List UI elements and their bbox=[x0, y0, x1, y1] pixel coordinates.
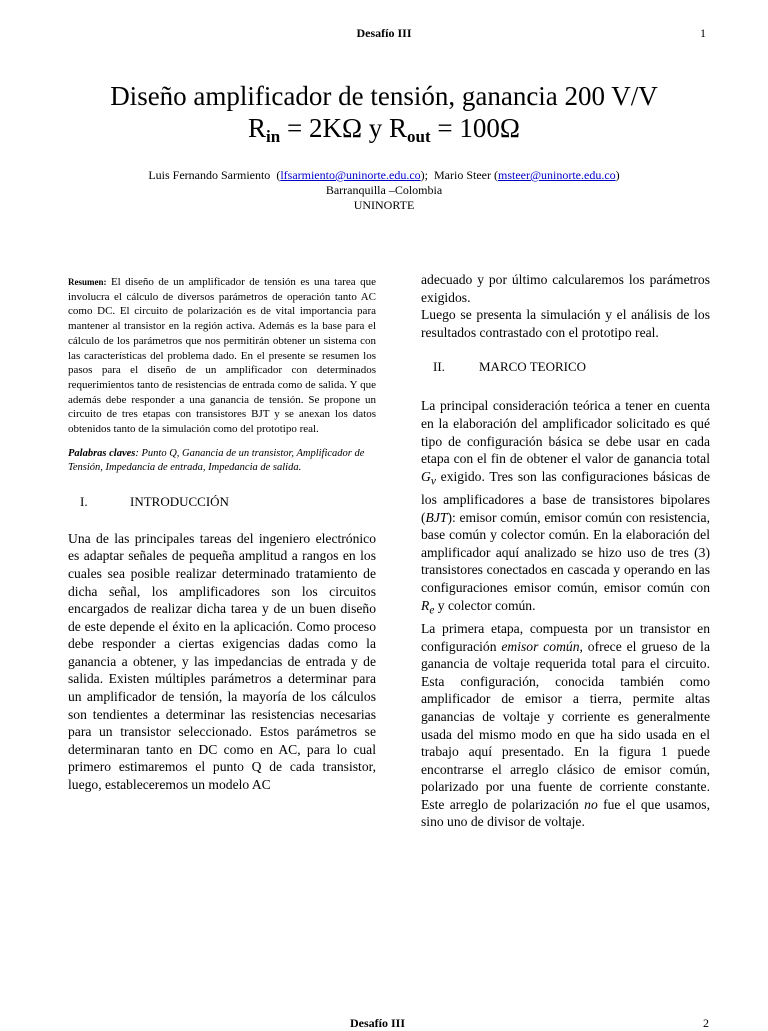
section-heading-intro bbox=[68, 494, 376, 510]
author-email-2[interactable]: msteer@uninorte.edu.co bbox=[497, 168, 616, 182]
marco-p1-c: ): emisor común, emisor común con resistencia, base común y colector común. En la elaboración del amplificador aquí analizado se hizo uso de tres (3) transistores conectados en cascada y operando en las configuraciones emisor común, emisor común con bbox=[421, 509, 710, 596]
author-line: Luis Fernando Sarmiento (lfsarmiento@uninorte.edu.co); Mario Steer (msteer@uninorte.edu.co) bbox=[148, 168, 620, 182]
marco-p1-d: y colector común. bbox=[434, 597, 536, 613]
author-location: Barranquilla –Colombia bbox=[325, 183, 443, 197]
abstract bbox=[68, 275, 376, 437]
title-sub-in: in bbox=[266, 127, 281, 146]
section-number-marco: II. bbox=[433, 359, 445, 375]
no-term: no bbox=[584, 796, 598, 812]
section-title-intro: INTRODUCCIÓN bbox=[130, 493, 229, 509]
next-page-number: 2 bbox=[703, 1016, 709, 1030]
marco-paragraph-2 bbox=[421, 620, 710, 831]
marco-p1-b: exigido. Tres son las configuraciones básicas de los amplificadores a base de transistores bipolares ( bbox=[421, 468, 710, 525]
keywords-label: Palabras claves bbox=[68, 447, 136, 459]
re-letter: R bbox=[421, 597, 430, 613]
keywords-text: : Punto Q, Ganancia de un transistor, Amplificador de Tensión, Impedancia de entrada, Impedancia de salida. bbox=[68, 447, 365, 474]
marco-p2-a: La primera etapa, compuesta por un transistor en configuración bbox=[421, 620, 710, 654]
bjt-term: BJT bbox=[425, 509, 448, 525]
re-sub: e bbox=[429, 604, 435, 617]
section-heading-marco bbox=[421, 359, 710, 375]
page-number: 1 bbox=[700, 26, 706, 40]
intro-continuation-1: adecuado y por último calcularemos los parámetros exigidos. bbox=[421, 272, 710, 305]
title-mid: = 2KΩ y R bbox=[280, 113, 408, 143]
gv-letter: G bbox=[421, 468, 431, 484]
abstract-label: Resumen: bbox=[68, 277, 107, 287]
gv-symbol bbox=[421, 468, 436, 488]
paper-title bbox=[0, 80, 768, 144]
gv-sub: v bbox=[430, 475, 436, 488]
next-page-header: Desafío III bbox=[350, 1016, 406, 1030]
marco-p2-b: , ofrece el grueso de la ganancia de voltaje requerida total para el circuito. Esta configuración, conocida también como amplificador de emisor a tierra, permite altas ganancias de voltaje y corriente es generalmente usada del mismo modo en que ha sido usada en el trabajo aquí presentado. En la figura 1 puede encontrarse el arreglo clásico de emisor común, polarizado por una fuente de corriente constante. Este arreglo de polarización bbox=[421, 638, 710, 812]
re-symbol bbox=[421, 597, 435, 617]
author-email-1[interactable]: lfsarmiento@uninorte.edu.co bbox=[280, 168, 421, 182]
keywords bbox=[68, 447, 376, 476]
right-column bbox=[421, 271, 710, 831]
author-institution: UNINORTE bbox=[353, 198, 415, 212]
intro-paragraph: Una de las principales tareas del ingeniero electrónico es adaptar señales de pequeña amplitud a rangos en los cuales sea posible realizar determinado tratamiento de dicha señal, los amplificadores son los circuitos encargados de realizar dicha tarea y de un buen diseño de este depende el éxito en la aplicación. Como proceso debe responder a ciertas exigencias dadas como la ganancia a obtener, y las impedancias de entrada y de salida. Existen múltiples parámetros a determinar para un amplificador de tensión, la mayoría de los cálculos son tendientes a determinar las resistencias necesarias para un transistor seleccionado. Estos parámetros se determinaran tanto en DC como en AC, para lo cual primero estimaremos el punto Q de cada transistor, luego, estableceremos un modelo AC bbox=[68, 530, 376, 793]
emisor-comun-term: emisor común bbox=[501, 638, 580, 654]
section-title-marco: MARCO TEORICO bbox=[479, 359, 587, 375]
marco-paragraph-1 bbox=[421, 397, 710, 620]
title-r-in: R bbox=[248, 113, 267, 143]
section-number-intro: I. bbox=[80, 493, 88, 509]
author-name-1: Luis Fernando Sarmiento bbox=[148, 168, 271, 182]
author-name-2: Mario Steer bbox=[434, 168, 491, 182]
title-sub-out: out bbox=[407, 127, 431, 146]
abstract-text: El diseño de un amplificador de tensión es una tarea que involucra el cálculo de diversos parámetros de operación tanto AC como DC. El circuito de polarización es de vital importancia para mantener al transistor en la región activa. Además es la base para el cálculo de los parámetros que nos permitirán obtener un sistema con las características del problema dado. En el presente se resumen los pasos para el diseño de un amplificador con determinados requerimientos tanto de resistencias de entrada como de salida. Y que además debe responder a una ganancia de tensión. Se propone un circuito de tres etapas con transistores BJT y se anexan los datos obtenidos tanto de la simulación como del prototipo real. bbox=[68, 276, 376, 436]
title-line-1: Diseño amplificador de tensión, ganancia 200 V/V bbox=[110, 81, 658, 111]
author-block bbox=[0, 168, 768, 213]
marco-p2-c: fue el que usamos, sino uno de divisor de voltaje. bbox=[421, 796, 710, 830]
left-column bbox=[68, 275, 376, 794]
marco-p1-a: La principal consideración teórica a tener en cuenta en la elaboración del amplificador solicitado es qué tipo de configuración básica se debe usar en cada etapa con el fin de obtener el valor de ganancia total bbox=[421, 398, 710, 467]
title-line-2 bbox=[0, 112, 768, 144]
title-end: = 100Ω bbox=[430, 113, 520, 143]
intro-continuation-2: Luego se presenta la simulación y el análisis de los resultados contrastado con el prototipo real. bbox=[421, 307, 710, 340]
running-header: Desafío III bbox=[356, 26, 412, 40]
